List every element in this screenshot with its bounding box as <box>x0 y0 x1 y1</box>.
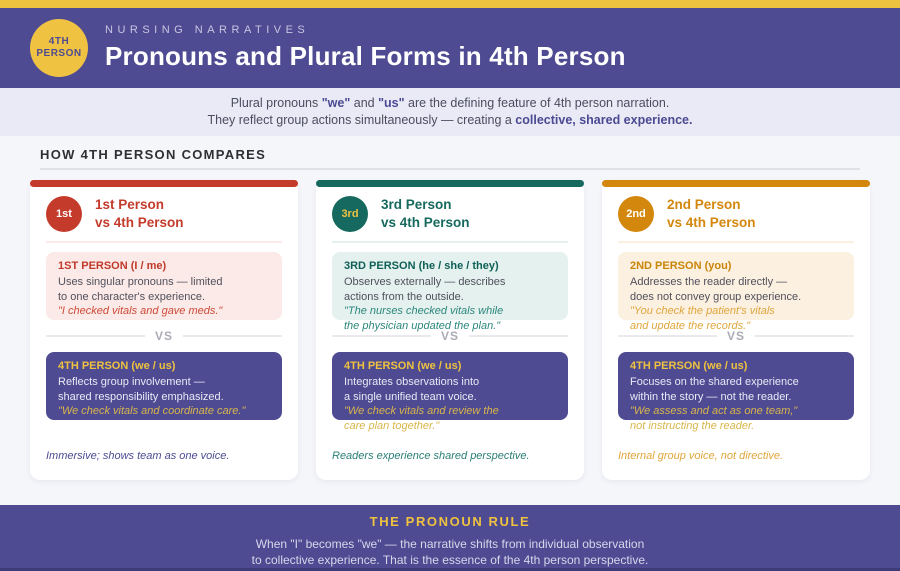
intro-bold-us: "us" <box>378 96 405 110</box>
box-body-line: to one character's experience. <box>58 290 206 303</box>
card-footnote: Immersive; shows team as one voice. <box>46 450 230 462</box>
card-title-line-2: vs 4th Person <box>95 215 184 230</box>
top-accent-stripe <box>0 0 900 8</box>
vs-line-right <box>755 335 854 337</box>
box-heading: 4TH PERSON (we / us) <box>58 360 176 372</box>
box-heading: 3RD PERSON (he / she / they) <box>344 260 499 272</box>
box-quote-line: "The nurses checked vitals while <box>344 305 504 317</box>
box-quote-line: "We check vitals and review the <box>344 405 499 417</box>
person-badge: 3rd <box>332 196 368 232</box>
footer-line-1: When "I" becomes "we" — the narrative shifts from individual observation <box>255 537 645 551</box>
box-body-line: a single unified team voice. <box>344 390 477 403</box>
card-title <box>381 196 470 232</box>
card-header <box>316 180 584 241</box>
vs-label: VS <box>155 329 174 343</box>
badge-line-1: 4TH <box>48 36 70 47</box>
card-header <box>30 180 298 241</box>
card-title-line-2: vs 4th Person <box>667 215 756 230</box>
intro-band <box>0 88 900 136</box>
box-body-line: Observes externally — describes <box>344 276 506 288</box>
box-body-line: shared responsibility emphasized. <box>58 390 224 403</box>
card-title-line-2: vs 4th Person <box>381 215 470 230</box>
box-quote-line: care plan together." <box>344 419 440 432</box>
vs-line-left <box>46 335 145 337</box>
box-quote-line: "I checked vitals and gave meds." <box>58 305 223 317</box>
vs-label: VS <box>727 329 746 343</box>
box-quote-line: the physician updated the plan." <box>344 319 501 332</box>
box-quote-line: "We check vitals and coordinate care." <box>58 405 246 417</box>
card-footnote: Readers experience shared perspective. <box>332 450 530 462</box>
intro-line-1 <box>0 95 900 112</box>
intro-text: and <box>350 96 379 110</box>
eyebrow-label: NURSING NARRATIVES <box>105 24 310 36</box>
card-footnote: Internal group voice, not directive. <box>618 450 784 462</box>
box-heading: 2ND PERSON (you) <box>630 260 732 272</box>
intro-text: They reflect group actions simultaneously — creating a <box>207 113 516 127</box>
box-quote-line: not instructing the reader. <box>630 419 755 432</box>
box-body-line: does not convey group experience. <box>630 290 802 303</box>
card-divider <box>332 241 568 243</box>
box-quote-line: "We assess and act as one team," <box>630 405 798 417</box>
fourth-person-badge <box>30 19 88 77</box>
intro-line-2 <box>0 112 900 129</box>
section-rule <box>40 168 860 170</box>
other-person-box <box>618 252 854 332</box>
person-badge: 1st <box>46 196 82 232</box>
comparison-card-1st-person <box>30 180 298 480</box>
comparison-card-2nd-person <box>602 180 870 480</box>
vs-line-right <box>183 335 282 337</box>
card-header <box>602 180 870 241</box>
box-body-line: Uses singular pronouns — limited <box>58 276 223 288</box>
vs-label: VS <box>441 329 460 343</box>
card-title <box>95 196 184 232</box>
footer-title: THE PRONOUN RULE <box>369 514 531 529</box>
card-divider <box>46 241 282 243</box>
box-body-line: Integrates observations into <box>344 376 480 388</box>
card-title-line-1: 2nd Person <box>667 197 741 212</box>
header-band <box>0 8 900 88</box>
box-body-line: within the story — not the reader. <box>630 390 792 403</box>
fourth-person-box <box>618 352 854 432</box>
header-text <box>105 24 626 72</box>
box-body-line: actions from the outside. <box>344 290 464 303</box>
card-divider <box>618 241 854 243</box>
box-body-line: Reflects group involvement — <box>58 376 205 388</box>
card-accent-bar <box>316 180 584 187</box>
card-accent-bar <box>30 180 298 187</box>
content-area <box>0 147 900 505</box>
vs-line-left <box>618 335 717 337</box>
page-title: Pronouns and Plural Forms in 4th Person <box>105 41 626 71</box>
footer-line-2: to collective experience. That is the essence of the 4th person perspective. <box>251 553 649 567</box>
comparison-card-3rd-person <box>316 180 584 480</box>
card-accent-bar <box>602 180 870 187</box>
box-body-line: Addresses the reader directly — <box>630 276 788 288</box>
box-body-line: Focuses on the shared experience <box>630 376 799 388</box>
intro-text: Plural pronouns <box>230 96 322 110</box>
box-quote-line: "You check the patient's vitals <box>630 305 775 317</box>
box-heading: 4TH PERSON (we / us) <box>344 360 462 372</box>
card-title-line-1: 1st Person <box>95 197 165 212</box>
footer-band <box>0 505 900 571</box>
intro-bold-collective: collective, shared experience. <box>515 113 693 127</box>
person-badge: 2nd <box>618 196 654 232</box>
section-heading: HOW 4TH PERSON COMPARES <box>40 147 267 162</box>
fourth-person-box <box>332 352 568 432</box>
card-title <box>667 196 756 232</box>
comparison-cards-row <box>0 180 900 480</box>
badge-line-2: PERSON <box>36 48 82 59</box>
box-heading: 1ST PERSON (I / me) <box>58 260 167 272</box>
box-heading: 4TH PERSON (we / us) <box>630 360 748 372</box>
intro-text: are the defining feature of 4th person narration. <box>404 96 670 110</box>
vs-line-right <box>469 335 568 337</box>
vs-line-left <box>332 335 431 337</box>
other-person-box <box>46 252 282 320</box>
fourth-person-box <box>46 352 282 420</box>
card-title-line-1: 3rd Person <box>381 197 452 212</box>
vs-divider <box>46 329 282 343</box>
box-quote-line: and update the records." <box>630 319 751 332</box>
other-person-box <box>332 252 568 332</box>
intro-bold-we: "we" <box>321 96 351 110</box>
